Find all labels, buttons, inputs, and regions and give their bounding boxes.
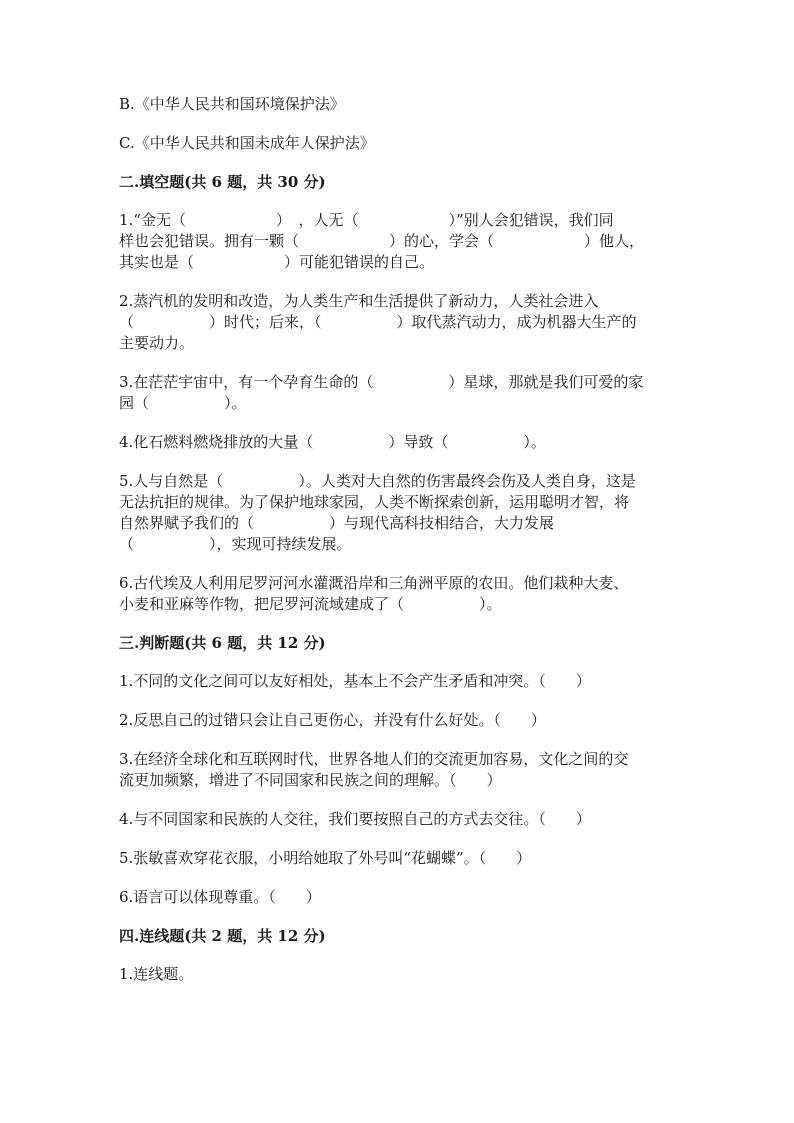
question-line: 流更加频繁，增进了不同国家和民族之间的理解。（ ） (119, 771, 502, 789)
fill-blank-question-1 (119, 210, 679, 273)
question-line: 1.不同的文化之间可以友好相处，基本上不会产生矛盾和冲突。（ ） (119, 672, 591, 690)
question-line: 4.化石燃料燃烧排放的大量（ ）导致（ ）。 (119, 433, 546, 451)
question-line: 5.张敏喜欢穿花衣服，小明给她取了外号叫“花蝴蝶”。（ ） (119, 849, 532, 867)
question-line: 无法抗拒的规律。为了保护地球家园，人类不断探索创新，运用聪明才智，将 (119, 493, 630, 511)
question-line: 4.与不同国家和民族的人交往，我们要按照自己的方式去交往。（ ） (119, 810, 591, 828)
question-line: 自然界赋予我们的（ ）与现代高科技相结合，大力发展 (119, 514, 555, 532)
exam-page (119, 94, 679, 1003)
question-line: 2.蒸汽机的发明和改造，为人类生产和生活提供了新动力，人类社会进入 (119, 292, 599, 310)
section-title-true-false: 三.判断题(共 6 题，共 12 分) (119, 634, 326, 652)
question-line: 1.“金无（ ） ，人无（ ）”别人会犯错误，我们同 (119, 211, 614, 229)
fill-blank-question-4 (119, 432, 679, 453)
true-false-question-2 (119, 710, 679, 731)
matching-question-1 (119, 964, 679, 985)
fill-blank-question-5 (119, 471, 679, 555)
question-line: 其实也是（ ）可能犯错误的自己。 (119, 253, 435, 271)
question-line: 主要动力。 (119, 334, 195, 352)
true-false-question-5 (119, 848, 679, 869)
question-line: 园（ ）。 (119, 394, 247, 412)
fill-blank-question-2 (119, 291, 679, 354)
question-line: 样也会犯错误。拥有一颗（ ）的心，学会（ ）他人， (119, 232, 645, 250)
question-line: 3.在经济全球化和互联网时代，世界各地人们的交流更加容易，文化之间的交 (119, 750, 629, 768)
option-c: C.《中华人民共和国未成年人保护法》 (119, 134, 375, 152)
option-b: B.《中华人民共和国环境保护法》 (119, 95, 345, 113)
section-title-fill-blank: 二.填空题(共 6 题，共 30 分) (119, 173, 326, 191)
question-line: 6.古代埃及人利用尼罗河河水灌溉沿岸和三角洲平原的农田。他们栽种大麦、 (119, 574, 629, 592)
fill-blank-question-6 (119, 573, 679, 615)
true-false-question-3 (119, 749, 679, 791)
question-line: 6.语言可以体现尊重。（ ） (119, 888, 321, 906)
section-title-matching: 四.连线题(共 2 题，共 12 分) (119, 927, 326, 945)
fill-blank-question-3 (119, 372, 679, 414)
question-line: （ ）时代；后来，（ ）取代蒸汽动力，成为机器大生产的 (119, 313, 637, 331)
question-line: 5.人与自然是（ ）。人类对大自然的伤害最终会伤及人类自身，这是 (119, 472, 636, 490)
true-false-question-4 (119, 809, 679, 830)
question-line: 2.反思自己的过错只会让自己更伤心，并没有什么好处。（ ） (119, 711, 546, 729)
question-line: （ ），实现可持续发展。 (119, 535, 352, 553)
true-false-question-6 (119, 887, 679, 908)
question-line: 3.在茫茫宇宙中，有一个孕育生命的（ ）星球，那就是我们可爱的家 (119, 373, 644, 391)
question-line: 1.连线题。 (119, 965, 194, 983)
question-line: 小麦和亚麻等作物，把尼罗河流域建成了（ ）。 (119, 595, 502, 613)
true-false-question-1 (119, 671, 679, 692)
